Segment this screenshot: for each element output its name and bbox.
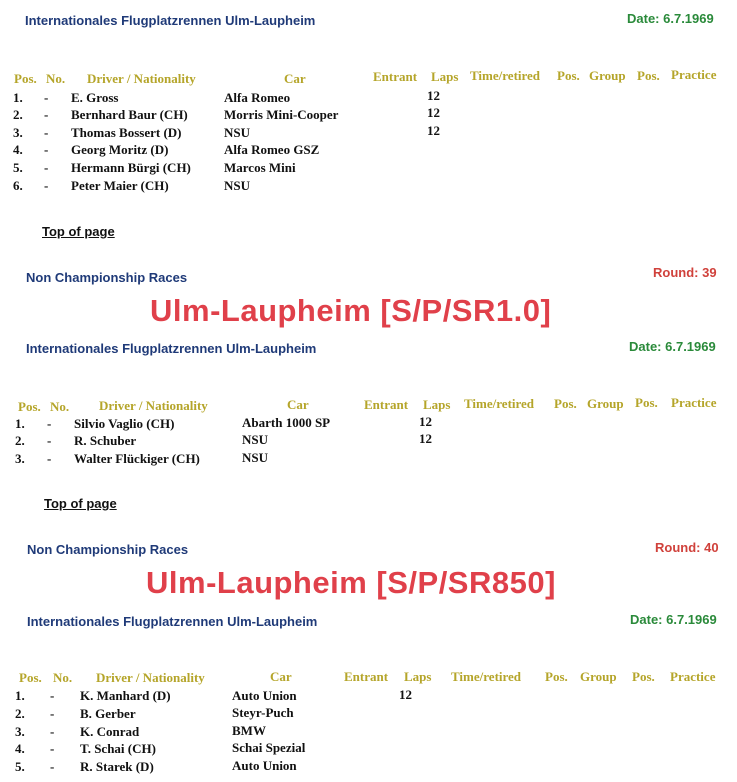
header-laps: Laps — [423, 397, 451, 412]
cell-pos: 3. — [13, 125, 23, 140]
cell-car: Auto Union — [232, 688, 297, 703]
header-entrant: Entrant — [373, 69, 418, 84]
cell-no: - — [50, 724, 55, 739]
cell-laps: 12 — [427, 88, 440, 103]
header-pos2: Pos. — [554, 396, 577, 411]
cell-pos: 1. — [15, 688, 25, 703]
header-no: No. — [50, 399, 70, 414]
header-pos2: Pos. — [557, 68, 580, 83]
cell-no: - — [44, 178, 49, 193]
cell-car: Auto Union — [232, 758, 297, 773]
header-car: Car — [287, 397, 309, 412]
cell-no: - — [44, 90, 49, 105]
cell-driver: Georg Moritz (D) — [71, 142, 169, 157]
header-time: Time/retired — [451, 669, 522, 684]
cell-laps: 12 — [427, 105, 440, 120]
header-driver: Driver / Nationality — [87, 71, 196, 86]
series-label: Non Championship Races — [27, 542, 189, 557]
header-group: Group — [589, 68, 626, 83]
cell-car: Alfa Romeo GSZ — [224, 142, 320, 157]
cell-car: Abarth 1000 SP — [242, 415, 331, 430]
header-pos: Pos. — [19, 670, 42, 685]
top-of-page-link[interactable]: Top of page — [44, 496, 117, 511]
header-pos2: Pos. — [545, 669, 568, 684]
header-entrant: Entrant — [344, 669, 389, 684]
header-no: No. — [46, 71, 66, 86]
header-time: Time/retired — [470, 68, 541, 83]
cell-pos: 3. — [15, 724, 25, 739]
cell-no: - — [50, 706, 55, 721]
cell-driver: K. Conrad — [80, 724, 140, 739]
round-label: Round: 40 — [655, 540, 719, 555]
cell-car: Alfa Romeo — [224, 90, 291, 105]
cell-no: - — [44, 142, 49, 157]
cell-pos: 5. — [15, 759, 25, 774]
cell-car: Marcos Mini — [224, 160, 296, 175]
header-practice: Practice — [671, 67, 717, 82]
header-car: Car — [284, 71, 306, 86]
cell-pos: 3. — [15, 451, 25, 466]
cell-car: Steyr-Puch — [232, 705, 294, 720]
header-group: Group — [587, 396, 624, 411]
header-entrant: Entrant — [364, 397, 409, 412]
cell-no: - — [50, 759, 55, 774]
race-heading: Ulm-Laupheim [S/P/SR1.0] — [150, 293, 552, 328]
round-label: Round: 39 — [653, 265, 717, 280]
cell-pos: 2. — [13, 107, 23, 122]
cell-pos: 1. — [15, 416, 25, 431]
cell-laps: 12 — [419, 414, 432, 429]
cell-laps: 12 — [427, 123, 440, 138]
cell-car: Schai Spezial — [232, 740, 306, 755]
cell-car: NSU — [242, 432, 269, 447]
header-practice: Practice — [670, 669, 716, 684]
top-of-page-link[interactable]: Top of page — [42, 224, 115, 239]
cell-pos: 1. — [13, 90, 23, 105]
cell-driver: R. Starek (D) — [80, 759, 154, 774]
cell-driver: T. Schai (CH) — [80, 741, 156, 756]
cell-laps: 12 — [419, 431, 432, 446]
cell-no: - — [47, 433, 52, 448]
event-title: Internationales Flugplatzrennen Ulm-Laupheim — [27, 614, 318, 629]
cell-no: - — [44, 107, 49, 122]
cell-car: NSU — [242, 450, 269, 465]
cell-driver: Hermann Bürgi (CH) — [71, 160, 191, 175]
cell-no: - — [47, 451, 52, 466]
cell-pos: 2. — [15, 433, 25, 448]
header-pos: Pos. — [18, 399, 41, 414]
series-label: Non Championship Races — [26, 270, 188, 285]
cell-pos: 2. — [15, 706, 25, 721]
header-car: Car — [270, 669, 292, 684]
cell-driver: K. Manhard (D) — [80, 688, 171, 703]
header-group: Group — [580, 669, 617, 684]
cell-no: - — [44, 125, 49, 140]
header-pos: Pos. — [14, 71, 37, 86]
event-title: Internationales Flugplatzrennen Ulm-Laupheim — [26, 341, 317, 356]
cell-driver: R. Schuber — [74, 433, 137, 448]
cell-driver: B. Gerber — [80, 706, 136, 721]
cell-no: - — [47, 416, 52, 431]
race-date: Date: 6.7.1969 — [629, 339, 716, 354]
header-no: No. — [53, 670, 73, 685]
cell-no: - — [50, 741, 55, 756]
cell-driver: Silvio Vaglio (CH) — [74, 416, 175, 431]
header-driver: Driver / Nationality — [99, 398, 208, 413]
cell-car: NSU — [224, 125, 251, 140]
cell-driver: E. Gross — [71, 90, 119, 105]
header-practice: Practice — [671, 395, 717, 410]
cell-pos: 4. — [15, 741, 25, 756]
header-time: Time/retired — [464, 396, 535, 411]
race-heading: Ulm-Laupheim [S/P/SR850] — [146, 565, 556, 600]
header-laps: Laps — [404, 669, 432, 684]
cell-pos: 4. — [13, 142, 23, 157]
cell-no: - — [50, 688, 55, 703]
race-date: Date: 6.7.1969 — [630, 612, 717, 627]
header-driver: Driver / Nationality — [96, 670, 205, 685]
cell-pos: 6. — [13, 178, 23, 193]
header-laps: Laps — [431, 69, 459, 84]
cell-driver: Bernhard Baur (CH) — [71, 107, 188, 122]
cell-car: BMW — [232, 723, 266, 738]
header-pos3: Pos. — [632, 669, 655, 684]
header-pos3: Pos. — [637, 68, 660, 83]
cell-driver: Peter Maier (CH) — [71, 178, 169, 193]
race-date: Date: 6.7.1969 — [627, 11, 714, 26]
cell-no: - — [44, 160, 49, 175]
cell-driver: Walter Flückiger (CH) — [74, 451, 200, 466]
cell-laps: 12 — [399, 687, 412, 702]
cell-pos: 5. — [13, 160, 23, 175]
event-title: Internationales Flugplatzrennen Ulm-Laupheim — [25, 13, 316, 28]
cell-car: NSU — [224, 178, 251, 193]
cell-car: Morris Mini-Cooper — [224, 107, 339, 122]
cell-driver: Thomas Bossert (D) — [71, 125, 182, 140]
header-pos3: Pos. — [635, 395, 658, 410]
